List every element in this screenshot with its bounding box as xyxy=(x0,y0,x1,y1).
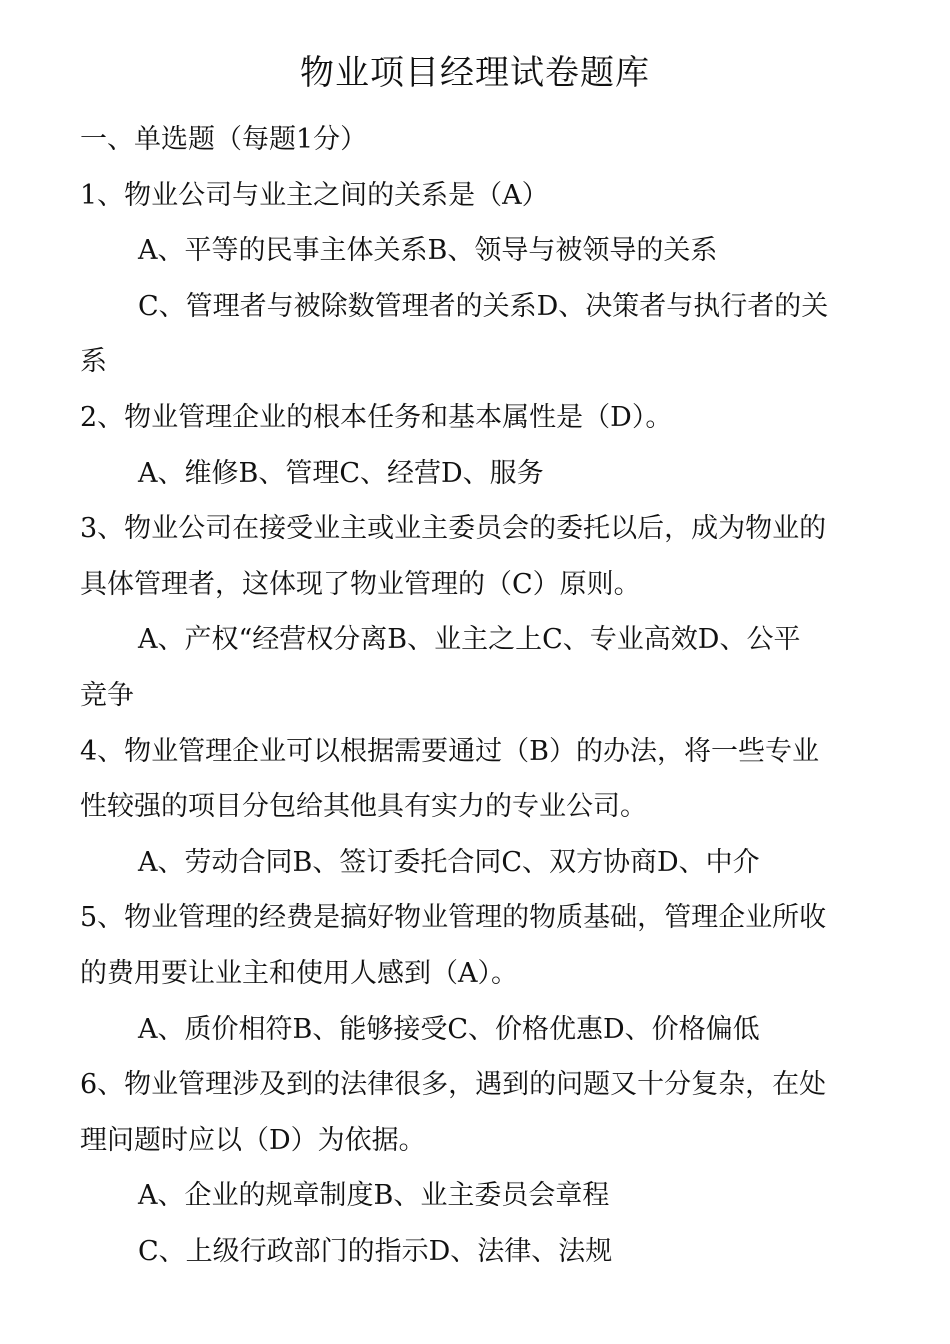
document-body xyxy=(80,112,880,1279)
question-4-stem: 性较强的项目分包给其他具有实力的专业公司。 xyxy=(80,791,647,823)
question-5-stem: 5、物业管理的经费是搞好物业管理的物质基础，管理企业所收 xyxy=(80,902,827,934)
section-heading: 一、单选题（每题1分） xyxy=(80,124,368,155)
question-6-options: A、企业的规章制度B、业主委员会章程 xyxy=(138,1180,610,1212)
document-title: 物业项目经理试卷题库 xyxy=(300,53,650,93)
question-4-stem: 4、物业管理企业可以根据需要通过（B）的办法，将一些专业 xyxy=(80,735,820,767)
question-5-options: A、质价相符B、能够接受C、价格优惠D、价格偏低 xyxy=(138,1013,760,1045)
question-3-options-wrap: 竞争 xyxy=(80,679,134,711)
question-1-options-wrap: 系 xyxy=(80,346,107,378)
question-2-options: A、维修B、管理C、经营D、服务 xyxy=(138,457,544,489)
question-5-stem: 的费用要让业主和使用人感到（A）。 xyxy=(80,957,518,989)
question-1-options: A、平等的民事主体关系B、领导与被领导的关系 xyxy=(138,235,718,267)
question-3-stem: 3、物业公司在接受业主或业主委员会的委托以后，成为物业的 xyxy=(80,513,827,545)
question-6-stem: 理问题时应以（D）为依据。 xyxy=(80,1124,426,1156)
question-3-options: A、产权“经营权分离B、业主之上C、专业高效D、公平 xyxy=(138,624,801,656)
question-1-options: C、管理者与被除数管理者的关系D、决策者与执行者的关 xyxy=(138,290,829,322)
question-1-stem: 1、物业公司与业主之间的关系是（A） xyxy=(80,179,549,211)
question-6-options: C、上级行政部门的指示D、法律、法规 xyxy=(138,1235,613,1267)
question-4-options: A、劳动合同B、签订委托合同C、双方协商D、中介 xyxy=(138,846,760,878)
question-2-stem: 2、物业管理企业的根本任务和基本属性是（D）。 xyxy=(80,401,673,433)
question-3-stem: 具体管理者，这体现了物业管理的（C）原则。 xyxy=(80,568,641,600)
question-6-stem: 6、物业管理涉及到的法律很多，遇到的问题又十分复杂，在处 xyxy=(80,1069,827,1101)
